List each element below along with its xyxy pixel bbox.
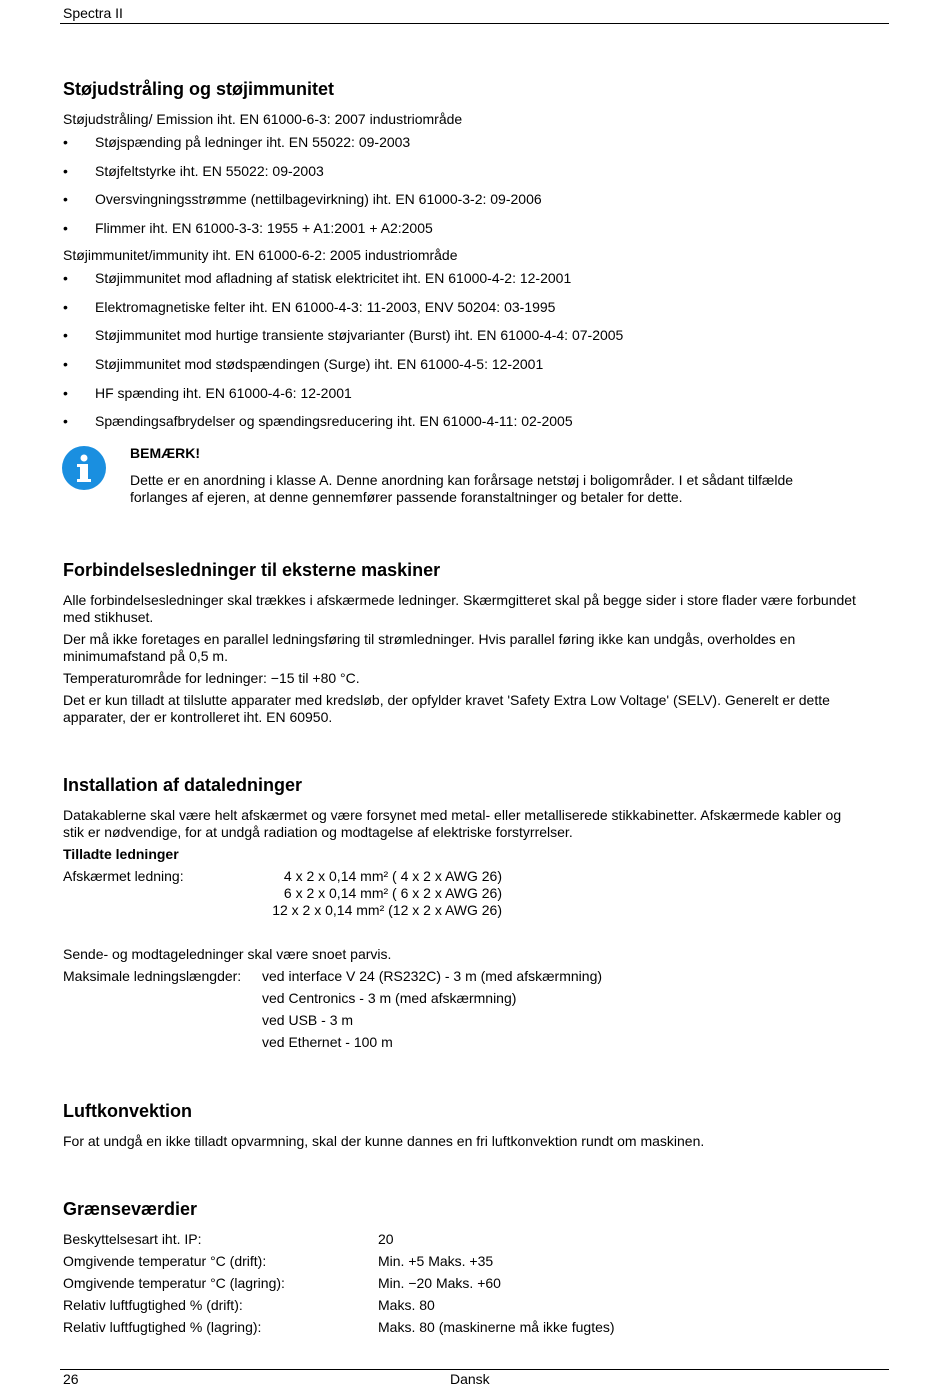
section-heading-emission-immunity: Støjudstråling og støjimmunitet <box>63 79 334 99</box>
list-item: Elektromagnetiske felter iht. EN 61000-4-3: 11-2003, ENV 50204: 03-1995 <box>95 299 556 315</box>
cable-spec: 12 x 2 x 0,14 mm² (12 x 2 x AWG 26) <box>272 902 502 918</box>
twisted-pair-note: Sende- og modtageledninger skal være snoet parvis. <box>63 946 392 962</box>
limit-value: Min. +5 Maks. +35 <box>378 1253 494 1269</box>
list-item: Spændingsafbrydelser og spændingsreducering iht. EN 61000-4-11: 02-2005 <box>95 413 573 429</box>
list-item: Støjimmunitet mod hurtige transiente støjvarianter (Burst) iht. EN 61000-4-4: 07-2005 <box>95 327 624 343</box>
paragraph-line: Alle forbindelsesledninger skal trækkes i afskærmede ledninger. Skærmgitteret skal på begge sider i store flader være forbundet <box>63 592 856 608</box>
allowed-cables-title: Tilladte ledninger <box>63 846 179 862</box>
emission-intro: Støjudstråling/ Emission iht. EN 61000-6-3: 2007 industriområde <box>63 111 463 127</box>
limit-label: Relativ luftfugtighed % (drift): <box>63 1297 243 1313</box>
section-heading-data-cables: Installation af dataledninger <box>63 775 303 795</box>
bullet-icon: • <box>63 134 68 150</box>
list-item: Oversvingningsstrømme (nettilbagevirkning) iht. EN 61000-3-2: 09-2006 <box>95 191 542 207</box>
footer-language: Dansk <box>450 1371 490 1387</box>
max-length-item: ved Ethernet - 100 m <box>262 1034 393 1050</box>
bullet-icon: • <box>63 270 68 286</box>
limit-value: Min. −20 Maks. +60 <box>378 1275 501 1291</box>
shielded-cable-values <box>262 868 502 919</box>
limit-label: Beskyttelsesart iht. IP: <box>63 1231 202 1247</box>
paragraph <box>63 631 795 665</box>
bullet-icon: • <box>63 220 68 236</box>
limit-value: Maks. 80 (maskinerne må ikke fugtes) <box>378 1319 615 1335</box>
immunity-intro: Støjimmunitet/immunity iht. EN 61000-6-2: 2005 industriområde <box>63 247 458 263</box>
info-icon <box>62 446 106 490</box>
shielded-cable-label: Afskærmet ledning: <box>63 868 184 884</box>
footer-rule <box>60 1369 889 1370</box>
bullet-icon: • <box>63 191 68 207</box>
limit-label: Omgivende temperatur °C (lagring): <box>63 1275 285 1291</box>
limit-value: 20 <box>378 1231 394 1247</box>
max-length-item: ved Centronics - 3 m (med afskærmning) <box>262 990 517 1006</box>
list-item: Støjspænding på ledninger iht. EN 55022: 09-2003 <box>95 134 411 150</box>
bullet-icon: • <box>63 385 68 401</box>
max-length-label: Maksimale ledningslængder: <box>63 968 242 984</box>
running-header: Spectra II <box>63 5 123 21</box>
list-item: Støjimmunitet mod afladning af statisk elektricitet iht. EN 61000-4-2: 12-2001 <box>95 270 572 286</box>
bullet-icon: • <box>63 413 68 429</box>
page-number: 26 <box>63 1371 79 1387</box>
paragraph-line: minimumafstand på 0,5 m. <box>63 648 228 664</box>
paragraph-line: stik er nødvendige, for at undgå radiation og modtagelse af elektriske forstyrrelser. <box>63 824 573 840</box>
note-text <box>130 472 793 506</box>
limit-label: Omgivende temperatur °C (drift): <box>63 1253 267 1269</box>
bullet-icon: • <box>63 327 68 343</box>
section-heading-limit-values: Grænseværdier <box>63 1199 198 1219</box>
note-line: forlanges af ejeren, at denne gennemfører passende foranstaltninger og betaler for dette. <box>130 489 683 505</box>
paragraph-line: apparater, der er kontrolleret iht. EN 60950. <box>63 709 333 725</box>
max-length-item: ved USB - 3 m <box>262 1012 354 1028</box>
paragraph: Temperaturområde for ledninger: −15 til +80 °C. <box>63 670 360 686</box>
paragraph-line: Der må ikke foretages en parallel ledningsføring til strømledninger. Hvis parallel føring ikke kan undgås, overholdes en <box>63 631 796 647</box>
bullet-icon: • <box>63 356 68 372</box>
bullet-icon: • <box>63 163 68 179</box>
list-item: HF spænding iht. EN 61000-4-6: 12-2001 <box>95 385 352 401</box>
cable-spec: 4 x 2 x 0,14 mm² ( 4 x 2 x AWG 26) <box>283 868 502 884</box>
list-item: Støjfeltstyrke iht. EN 55022: 09-2003 <box>95 163 324 179</box>
bullet-icon: • <box>63 299 68 315</box>
paragraph <box>63 692 830 726</box>
note-title: BEMÆRK! <box>130 445 200 461</box>
section-heading-external-cables: Forbindelsesledninger til eksterne maskiner <box>63 560 441 580</box>
paragraph-line: Datakablerne skal være helt afskærmet og være forsynet med metal- eller metalliserede stikkabinetter. Afskærmede kabler og <box>63 807 842 823</box>
paragraph <box>63 592 856 626</box>
paragraph-line: Det er kun tilladt at tilslutte apparater med kredsløb, der opfylder kravet 'Safety Extra Low Voltage' (SELV). Generelt er dette <box>63 692 830 708</box>
paragraph <box>63 807 841 841</box>
limit-label: Relativ luftfugtighed % (lagring): <box>63 1319 262 1335</box>
paragraph: For at undgå en ikke tilladt opvarmning, skal der kunne dannes en fri luftkonvektion rundt om maskinen. <box>63 1133 705 1149</box>
section-heading-air-convection: Luftkonvektion <box>63 1101 192 1121</box>
header-rule <box>60 23 889 24</box>
list-item: Støjimmunitet mod stødspændingen (Surge) iht. EN 61000-4-5: 12-2001 <box>95 356 544 372</box>
list-item: Flimmer iht. EN 61000-3-3: 1955 + A1:2001 + A2:2005 <box>95 220 433 236</box>
max-length-item: ved interface V 24 (RS232C) - 3 m (med afskærmning) <box>262 968 603 984</box>
note-line: Dette er en anordning i klasse A. Denne anordning kan forårsage netstøj i boligområder. I et sådant tilfælde <box>130 472 794 488</box>
limit-value: Maks. 80 <box>378 1297 435 1313</box>
cable-spec: 6 x 2 x 0,14 mm² ( 6 x 2 x AWG 26) <box>283 885 502 901</box>
paragraph-line: med stikhuset. <box>63 609 154 625</box>
